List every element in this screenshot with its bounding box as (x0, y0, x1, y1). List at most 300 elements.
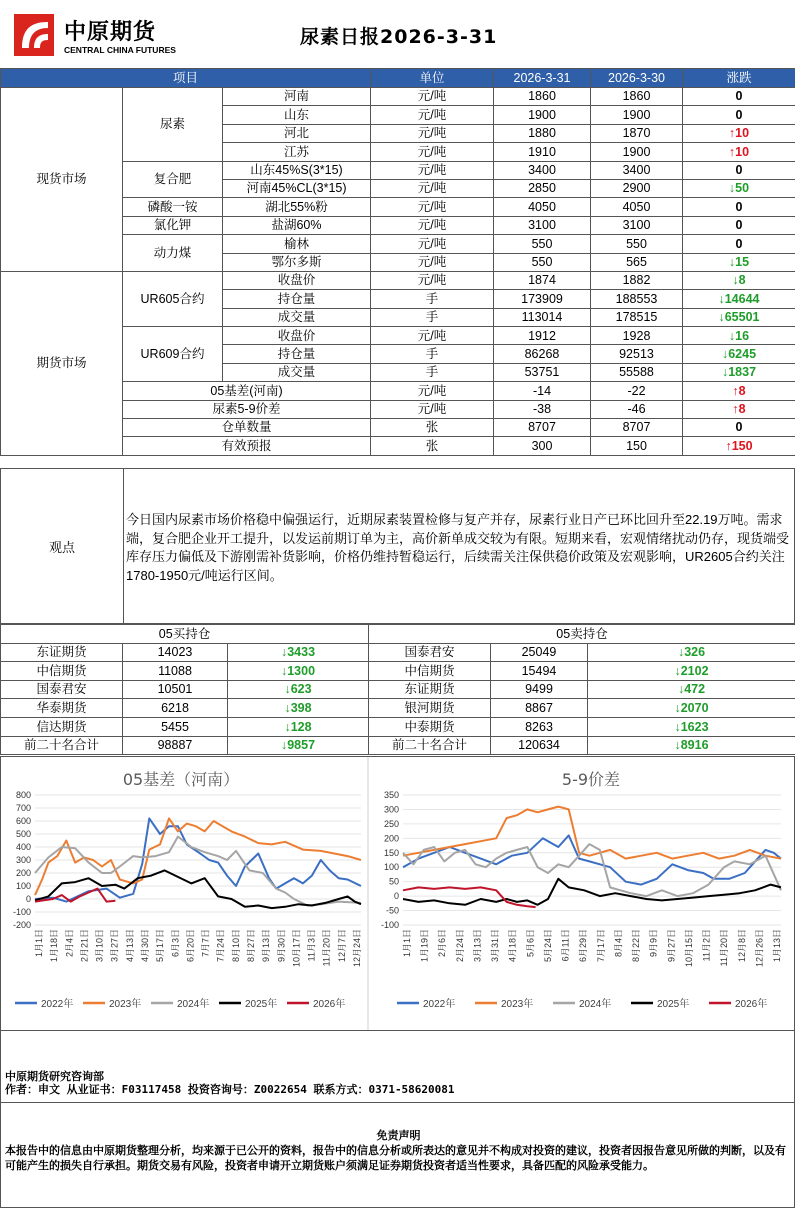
down-arrow-icon: ↓ (721, 365, 729, 380)
change-cell (683, 198, 795, 216)
unit-cell: 元/吨 (371, 327, 494, 345)
buy-broker: 国泰君安 (1, 680, 123, 699)
change-value: 128 (290, 719, 312, 734)
change-cell (683, 437, 795, 455)
x-tick-label: 2月6日 (437, 929, 448, 958)
unit-cell: 手 (371, 290, 494, 308)
x-tick-label: 12月8日 (736, 929, 747, 963)
down-arrow-icon: ↓ (718, 291, 725, 306)
y-tick-label: 300 (15, 855, 31, 865)
today-cell: 8707 (494, 419, 591, 437)
today-cell: 1880 (494, 124, 591, 142)
legend-label: 2024年 (177, 999, 210, 1010)
change-cell (683, 308, 795, 326)
item-cell: 05基差(河南) (123, 382, 371, 400)
down-arrow-icon: ↓ (677, 645, 685, 660)
buy-broker: 信达期货 (1, 717, 123, 736)
x-tick-label: 4月18日 (507, 929, 518, 963)
position-row (1, 736, 795, 755)
y-tick-label: 400 (15, 842, 31, 852)
buy-value: 10501 (123, 680, 228, 699)
report-title: 尿素日报2026-3-31 (300, 26, 498, 48)
legend-label: 2022年 (423, 999, 456, 1010)
buy-value: 6218 (123, 699, 228, 718)
buy-broker: 华泰期货 (1, 699, 123, 718)
unit-cell: 手 (371, 308, 494, 326)
item-cell: 收盘价 (223, 327, 371, 345)
unit-cell: 元/吨 (371, 400, 494, 418)
legend-label: 2026年 (735, 999, 768, 1010)
prev-cell: 4050 (591, 198, 683, 216)
item-cell: 鄂尔多斯 (223, 253, 371, 271)
change-value: 2102 (680, 663, 709, 678)
unit-cell: 元/吨 (371, 253, 494, 271)
legend-label: 2024年 (579, 999, 612, 1010)
today-cell: 173909 (494, 290, 591, 308)
legend-label: 2022年 (41, 999, 74, 1010)
change-cell (683, 143, 795, 161)
change-cell (228, 662, 369, 681)
x-tick-label: 8月22日 (631, 929, 642, 963)
change-value: 0 (735, 89, 743, 104)
buy-broker: 前二十名合计 (1, 736, 123, 755)
change-cell (683, 124, 795, 142)
down-arrow-icon: ↓ (280, 663, 288, 678)
x-tick-label: 11月20日 (321, 929, 332, 967)
prev-cell: 1900 (591, 106, 683, 124)
change-cell (683, 106, 795, 124)
change-cell (683, 271, 795, 289)
item-cell: 仓单数量 (123, 419, 371, 437)
change-cell (683, 161, 795, 179)
series-line (403, 879, 781, 905)
change-value: 0 (735, 199, 743, 214)
change-cell (588, 662, 795, 681)
change-cell (683, 179, 795, 197)
today-cell: 86268 (494, 345, 591, 363)
down-arrow-icon: ↓ (284, 682, 291, 697)
group-label: 氯化钾 (123, 216, 223, 234)
prev-cell: 565 (591, 253, 683, 271)
x-tick-label: 5月6日 (525, 929, 536, 958)
legend-label: 2025年 (657, 999, 690, 1010)
column-header: 项目 (1, 69, 371, 88)
x-tick-label: 3月13日 (472, 929, 483, 963)
change-value: 8916 (680, 738, 709, 753)
item-cell: 成交量 (223, 308, 371, 326)
down-arrow-icon: ↓ (280, 645, 288, 660)
x-tick-label: 4月30日 (140, 929, 150, 963)
series-line (35, 889, 115, 902)
prev-cell: 188553 (591, 290, 683, 308)
change-cell (683, 363, 795, 381)
change-value: 10 (735, 126, 750, 141)
up-arrow-icon: ↑ (725, 438, 732, 453)
change-cell (588, 717, 795, 736)
sell-positions-title: 05卖持仓 (369, 625, 795, 644)
change-cell (683, 382, 795, 400)
section-label: 期货市场 (1, 271, 123, 455)
author-line: 作者：申文 从业证书：F03117458 投资咨询号：Z0022654 联系方式：0371-58620081 (5, 1083, 455, 1096)
change-value: 10 (735, 144, 750, 159)
today-cell: 550 (494, 253, 591, 271)
x-tick-label: 5月24日 (542, 929, 553, 963)
y-tick-label: 0 (25, 894, 31, 904)
author-info (0, 1031, 795, 1103)
x-tick-label: 1月1日 (34, 929, 44, 958)
sell-broker: 中泰期货 (369, 717, 491, 736)
x-tick-label: 7月7日 (200, 929, 211, 958)
x-tick-label: 10月15日 (683, 929, 694, 968)
item-cell: 河北 (223, 124, 371, 142)
sell-value: 9499 (491, 680, 588, 699)
down-arrow-icon: ↓ (674, 738, 681, 753)
change-cell (683, 345, 795, 363)
price-table (0, 68, 795, 456)
x-tick-label: 6月29日 (578, 929, 589, 963)
y-tick-label: 500 (15, 829, 31, 839)
prev-cell: 1860 (591, 88, 683, 106)
sell-broker: 银河期货 (369, 699, 491, 718)
chart-title: 05基差（河南） (122, 770, 240, 789)
sell-value: 8263 (491, 717, 588, 736)
disclaimer-text: 本报告中的信息由中原期货整理分析，均来源于已公开的资料，报告中的信息分析或所表达的意见并不构成对投资的建议，投资者因报告意见所做的判断，以及有可能产生的损失自行承担。期货交易有风险，投资者申请开立期货账户须满足证券期货投资者适当性要求，具备匹配的风险承受能力。 (5, 1144, 786, 1172)
column-header: 2026-3-30 (591, 69, 683, 88)
unit-cell: 元/吨 (371, 106, 494, 124)
prev-cell: 1928 (591, 327, 683, 345)
logo-chinese-name: 中原期货 (64, 19, 157, 45)
today-cell: 53751 (494, 363, 591, 381)
x-tick-label: 9月13日 (261, 929, 272, 963)
item-cell: 成交量 (223, 363, 371, 381)
x-tick-label: 5月17日 (155, 929, 166, 963)
y-tick-label: -50 (385, 905, 399, 916)
x-tick-label: 9月30日 (276, 929, 287, 963)
change-cell (228, 699, 369, 718)
unit-cell: 元/吨 (371, 216, 494, 234)
charts-svg (1, 757, 794, 1030)
today-cell: 1874 (494, 271, 591, 289)
today-cell: 113014 (494, 308, 591, 326)
x-tick-label: 1月18日 (49, 929, 60, 963)
change-value: 8 (738, 383, 746, 398)
section-label: 现货市场 (1, 88, 123, 272)
prev-cell: -22 (591, 382, 683, 400)
sell-broker: 国泰君安 (369, 643, 491, 662)
x-tick-label: 4月13日 (124, 929, 135, 963)
x-tick-label: 1月1日 (402, 929, 412, 958)
disclaimer-section (0, 1103, 795, 1208)
change-value: 0 (735, 163, 743, 177)
unit-cell: 张 (371, 419, 494, 437)
buy-broker: 东证期货 (1, 643, 123, 662)
y-tick-label: 50 (388, 876, 399, 887)
prev-cell: 8707 (591, 419, 683, 437)
item-cell: 收盘价 (223, 271, 371, 289)
down-arrow-icon: ↓ (728, 254, 736, 269)
down-arrow-icon: ↓ (284, 700, 291, 715)
change-cell (683, 327, 795, 345)
change-cell (683, 419, 795, 437)
opinion-section (0, 468, 795, 624)
change-value: 1837 (728, 365, 757, 380)
y-tick-label: 300 (383, 804, 399, 815)
today-cell: 4050 (494, 198, 591, 216)
unit-cell: 元/吨 (371, 271, 494, 289)
unit-cell: 元/吨 (371, 124, 494, 142)
today-cell: 1910 (494, 143, 591, 161)
x-tick-label: 11月2日 (701, 929, 712, 962)
prev-cell: 150 (591, 437, 683, 455)
y-tick-label: 800 (15, 790, 31, 800)
change-value: 398 (290, 700, 312, 715)
today-cell: 550 (494, 235, 591, 253)
y-tick-label: -100 (12, 907, 31, 917)
x-tick-label: 12月26日 (754, 929, 765, 968)
up-arrow-icon: ↑ (728, 144, 736, 159)
position-row (1, 680, 795, 699)
up-arrow-icon: ↑ (732, 383, 739, 398)
opinion-text: 今日国内尿素市场价格稳中偏强运行，近期尿素装置检修与复产并存，尿素行业日产已环比回升至22.19万吨。需求端，复合肥企业开工提升，以发运前期订单为主，高价新单成交较为有限。短期来看，宏观情绪扰动仍存，现货端受库存压力偏低及下游刚需补货影响，价格仍维持暂稳运行，后续需关注保供稳价政策及宏观影响，UR2605合约关注1780-1950元/吨运行区间。 (126, 512, 790, 583)
prev-cell: 1882 (591, 271, 683, 289)
y-tick-label: 700 (15, 803, 31, 813)
table-header-row (1, 69, 795, 88)
buy-positions-title: 05买持仓 (1, 625, 369, 644)
prev-cell: 3100 (591, 216, 683, 234)
today-cell: 3100 (494, 216, 591, 234)
unit-cell: 元/吨 (371, 382, 494, 400)
change-cell (683, 88, 795, 106)
disclaimer-title: 免责声明 (376, 1129, 421, 1142)
change-value: 0 (735, 218, 743, 233)
x-tick-label: 2月24日 (454, 929, 465, 963)
change-value: 326 (684, 645, 706, 660)
change-cell (588, 643, 795, 662)
change-value: 0 (735, 236, 743, 251)
unit-cell: 元/吨 (371, 143, 494, 161)
buy-broker: 中信期货 (1, 662, 123, 681)
prev-cell: 92513 (591, 345, 683, 363)
group-label: 尿素 (123, 88, 223, 162)
position-row (1, 699, 795, 718)
today-cell: -14 (494, 382, 591, 400)
x-tick-label: 2月4日 (64, 929, 75, 958)
position-row (1, 643, 795, 662)
change-cell (683, 235, 795, 253)
column-header: 涨跌 (683, 69, 795, 88)
y-tick-label: 350 (383, 790, 399, 800)
change-value: 9857 (287, 738, 316, 753)
down-arrow-icon: ↓ (674, 719, 681, 734)
x-tick-label: 11月3日 (306, 929, 317, 962)
item-cell: 山东45%S(3*15) (223, 161, 371, 179)
change-value: 0 (735, 420, 743, 435)
x-tick-label: 7月17日 (595, 929, 606, 963)
change-cell (683, 216, 795, 234)
change-value: 1300 (287, 663, 316, 678)
change-cell (683, 400, 795, 418)
x-tick-label: 1月19日 (419, 929, 430, 963)
charts-area (0, 756, 795, 1031)
table-row (1, 88, 795, 106)
unit-cell: 元/吨 (371, 88, 494, 106)
item-cell: 持仓量 (223, 345, 371, 363)
y-tick-label: 200 (15, 868, 31, 878)
today-cell: -38 (494, 400, 591, 418)
buy-value: 11088 (123, 662, 228, 681)
change-cell (228, 680, 369, 699)
legend-label: 2026年 (313, 999, 346, 1010)
change-value: 8 (738, 273, 746, 288)
sell-value: 25049 (491, 643, 588, 662)
x-tick-label: 6月3日 (170, 929, 181, 958)
x-tick-label: 3月27日 (109, 929, 120, 963)
change-cell (683, 253, 795, 271)
unit-cell: 元/吨 (371, 179, 494, 197)
today-cell: 1912 (494, 327, 591, 345)
y-tick-label: 600 (15, 816, 31, 826)
change-value: 16 (735, 328, 750, 343)
change-value: 150 (731, 438, 753, 453)
prev-cell: 1870 (591, 124, 683, 142)
report-header (0, 0, 795, 68)
sell-broker: 前二十名合计 (369, 736, 491, 755)
y-tick-label: 100 (383, 862, 399, 873)
group-label: UR605合约 (123, 271, 223, 326)
down-arrow-icon: ↓ (280, 738, 288, 753)
change-cell (228, 736, 369, 755)
change-value: 2070 (680, 700, 709, 715)
group-label: UR609合约 (123, 327, 223, 382)
table-row (1, 271, 795, 289)
unit-cell: 张 (371, 437, 494, 455)
down-arrow-icon: ↓ (674, 663, 681, 678)
x-tick-label: 8月27日 (246, 929, 256, 963)
item-cell: 河南 (223, 88, 371, 106)
y-tick-label: 150 (383, 847, 399, 858)
down-arrow-icon: ↓ (677, 682, 685, 697)
item-cell: 山东 (223, 106, 371, 124)
change-cell (588, 736, 795, 755)
x-tick-label: 12月7日 (336, 929, 347, 963)
change-value: 3433 (287, 645, 316, 660)
sell-value: 120634 (491, 736, 588, 755)
item-cell: 有效预报 (123, 437, 371, 455)
buy-value: 5455 (123, 717, 228, 736)
legend-label: 2023年 (501, 999, 534, 1010)
x-tick-label: 6月20日 (185, 929, 196, 963)
change-cell (228, 643, 369, 662)
sell-broker: 中信期货 (369, 662, 491, 681)
item-cell: 盐湖60% (223, 216, 371, 234)
prev-cell: 550 (591, 235, 683, 253)
company-logo (14, 14, 54, 56)
position-row (1, 717, 795, 736)
change-value: 0 (735, 107, 743, 122)
down-arrow-icon: ↓ (728, 328, 736, 343)
prev-cell: -46 (591, 400, 683, 418)
item-cell: 湖北55%粉 (223, 198, 371, 216)
up-arrow-icon: ↑ (728, 126, 736, 141)
positions-table (0, 624, 795, 755)
legend-label: 2023年 (109, 999, 142, 1010)
opinion-label: 观点 (1, 469, 124, 623)
item-cell: 河南45%CL(3*15) (223, 179, 371, 197)
position-row (1, 662, 795, 681)
change-value: 472 (684, 682, 706, 697)
today-cell: 1860 (494, 88, 591, 106)
prev-cell: 55588 (591, 363, 683, 381)
down-arrow-icon: ↓ (732, 273, 739, 288)
today-cell: 3400 (494, 161, 591, 179)
group-label: 复合肥 (123, 161, 223, 198)
down-arrow-icon: ↓ (674, 700, 681, 715)
x-tick-label: 3月31日 (490, 929, 501, 963)
today-cell: 300 (494, 437, 591, 455)
y-tick-label: 0 (393, 891, 399, 902)
legend-label: 2025年 (245, 999, 278, 1010)
y-tick-label: 250 (383, 818, 399, 829)
today-cell: 1900 (494, 106, 591, 124)
buy-value: 98887 (123, 736, 228, 755)
item-cell: 江苏 (223, 143, 371, 161)
prev-cell: 2900 (591, 179, 683, 197)
buy-value: 14023 (123, 643, 228, 662)
x-tick-label: 3月10日 (94, 929, 105, 963)
y-tick-label: -100 (380, 920, 399, 930)
group-label: 磷酸一铵 (123, 198, 223, 216)
prev-cell: 3400 (591, 161, 683, 179)
unit-cell: 元/吨 (371, 235, 494, 253)
change-value: 8 (738, 402, 746, 417)
x-tick-label: 11月20日 (719, 929, 730, 967)
change-value: 50 (735, 181, 750, 196)
prev-cell: 1900 (591, 143, 683, 161)
unit-cell: 元/吨 (371, 198, 494, 216)
x-tick-label: 9月27日 (666, 929, 677, 963)
change-value: 65501 (724, 310, 760, 325)
sell-broker: 东证期货 (369, 680, 491, 699)
chart-title: 5-9价差 (561, 770, 621, 789)
x-tick-label: 10月17日 (291, 929, 302, 968)
x-tick-label: 2月21日 (79, 929, 90, 963)
x-tick-label: 8月10日 (230, 929, 241, 963)
change-cell (228, 717, 369, 736)
column-header: 单位 (371, 69, 494, 88)
unit-cell: 元/吨 (371, 161, 494, 179)
x-tick-label: 6月11日 (560, 929, 571, 962)
series-line (403, 835, 781, 884)
y-tick-label: 200 (383, 833, 399, 844)
x-tick-label: 12月24日 (352, 929, 362, 968)
logo-english-name: CENTRAL CHINA FUTURES (64, 45, 176, 55)
change-value: 1623 (680, 719, 709, 734)
department-name: 中原期货研究咨询部 (5, 1070, 104, 1083)
change-value: 14644 (724, 291, 760, 306)
prev-cell: 178515 (591, 308, 683, 326)
sell-value: 8867 (491, 699, 588, 718)
today-cell: 2850 (494, 179, 591, 197)
x-tick-label: 7月24日 (215, 929, 226, 963)
y-tick-label: 100 (15, 881, 31, 891)
x-tick-label: 9月9日 (648, 929, 659, 958)
down-arrow-icon: ↓ (718, 310, 725, 325)
up-arrow-icon: ↑ (732, 402, 739, 417)
unit-cell: 手 (371, 363, 494, 381)
down-arrow-icon: ↓ (728, 181, 736, 196)
sell-value: 15494 (491, 662, 588, 681)
change-cell (588, 680, 795, 699)
